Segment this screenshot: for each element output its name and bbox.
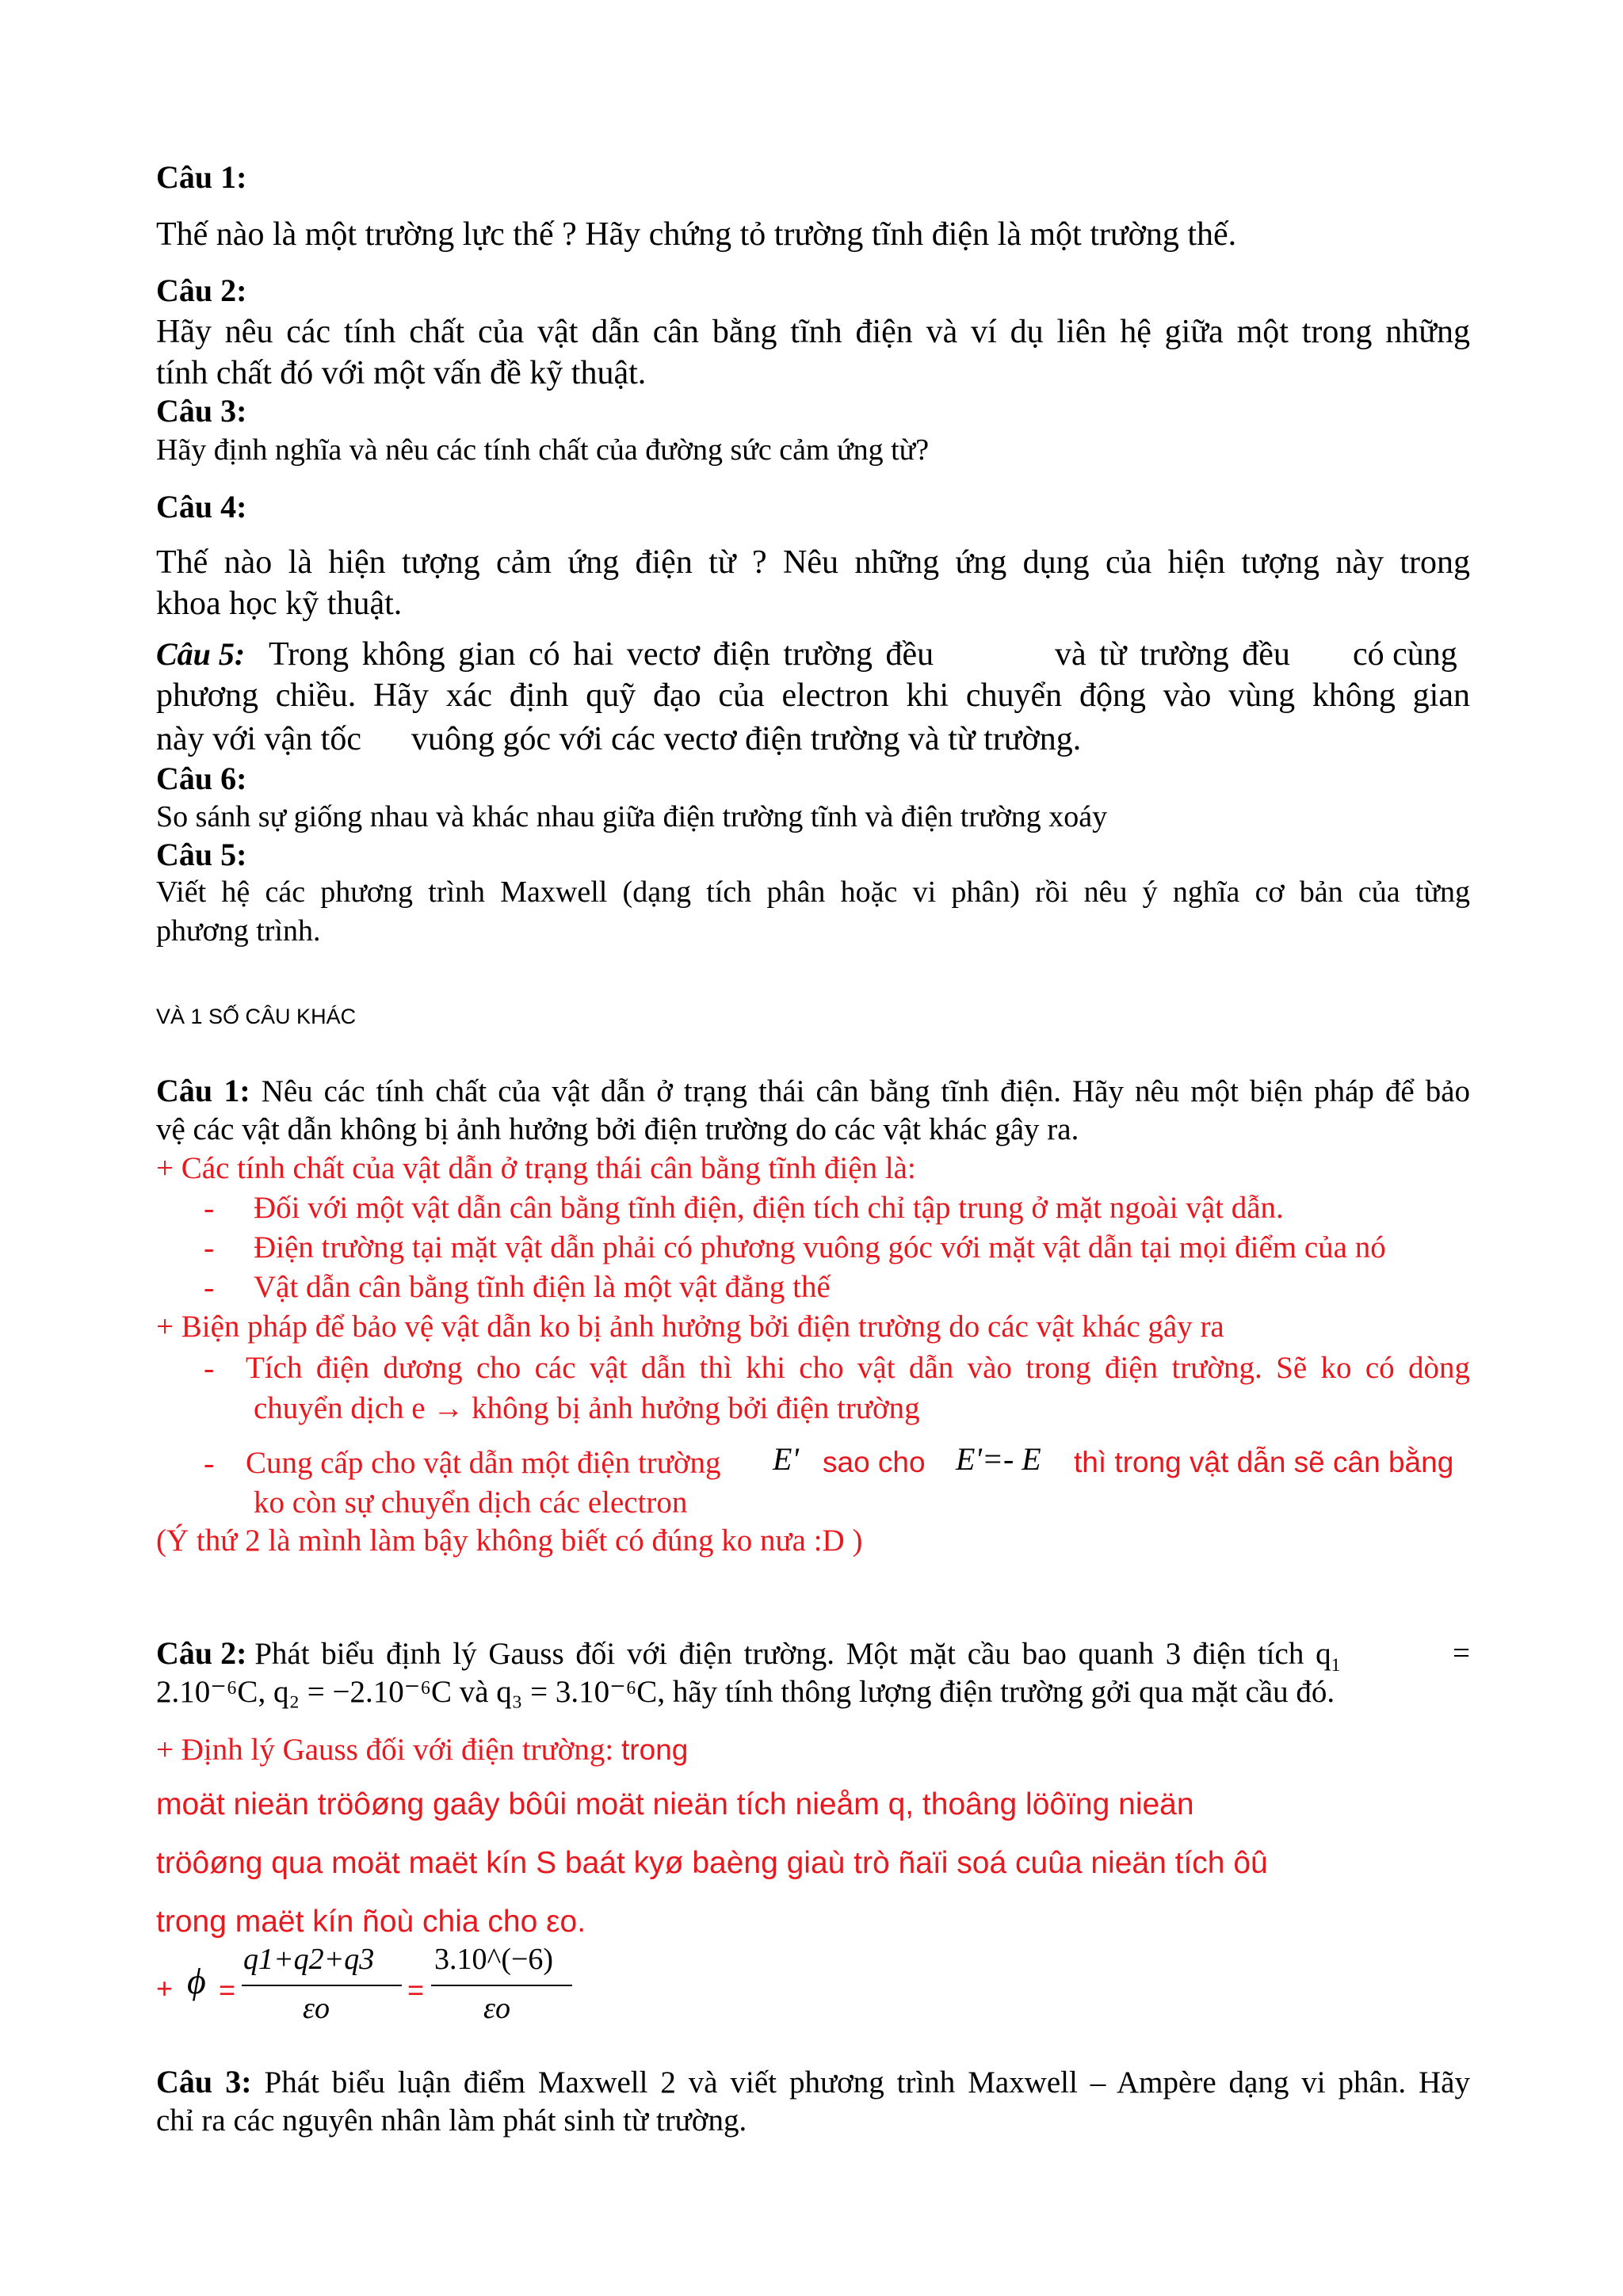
answer-1-method-1-line-2: chuyển dịch e → không bị ảnh hưởng bởi điện trường — [254, 1391, 920, 1425]
equals-sign: = — [1453, 1636, 1470, 1670]
part-2-question-3-line-1 — [156, 2066, 1470, 2098]
question-7-line-1: Viết hệ các phương trình Maxwell (dạng tích phân hoặc vi phân) rồi nêu ý nghĩa cơ bản của từng — [156, 875, 1470, 909]
bullet-dash-1: - — [204, 1190, 215, 1226]
part-2-question-1-text: Nêu các tính chất của vật dẫn ở trạng thái cân bằng tĩnh điện. Hãy nêu một biện pháp để bảo — [261, 1074, 1471, 1108]
part-2-question-3-label: Câu 3: — [156, 2064, 252, 2100]
part-2-question-2-line-2: 2.10⁻⁶C, q₂ = −2.10⁻⁶C và q₃ = 3.10⁻⁶C, hãy tính thông lượng điện trường gởi qua mặt cầu đó. — [156, 1675, 1335, 1709]
part-2-question-1-label: Câu 1: — [156, 1073, 250, 1108]
answer-2-heading-text: + Định lý Gauss đối với điện trường: — [156, 1733, 614, 1767]
question-5-text-a: Trong không gian có hai vectơ điện trường đều — [269, 636, 934, 673]
part-2-question-1-line-2: vệ các vật dẫn không bị ảnh hưởng bởi điện trường do các vật khác gây ra. — [156, 1112, 1079, 1146]
question-2-label: Câu 2: — [156, 273, 247, 308]
answer-2-line-3: trong maët kín ñoù chia cho εo. — [156, 1905, 586, 1939]
question-5-line-1 — [156, 638, 1470, 671]
part-2-question-3-text: Phát biểu luận điểm Maxwell 2 và viết phương trình Maxwell – Ampère dạng vi phân. Hãy — [264, 2065, 1470, 2100]
question-6-text: So sánh sự giống nhau và khác nhau giữa điện trường tĩnh và điện trường xoáy — [156, 800, 1108, 833]
question-1-text: Thế nào là một trường lực thế ? Hãy chứng tỏ trường tĩnh điện là một trường thế. — [156, 216, 1237, 253]
question-4-line-1: Thế nào là hiện tượng cảm ứng điện từ ? Nêu những ứng dụng của hiện tượng này trong — [156, 544, 1470, 581]
question-2-line-2: tính chất đó với một vấn đề kỹ thuật. — [156, 355, 647, 391]
part-2-question-2-text: Phát biểu định lý Gauss đối với điện trường. Một mặt cầu bao quanh 3 điện tích q — [254, 1637, 1331, 1671]
answer-1-method-1-line-1: Tích điện dương cho các vật dẫn thì khi cho vật dẫn vào trong điện trường. Sẽ ko có dòng — [246, 1351, 1470, 1385]
question-5-label: Câu 5: — [156, 636, 246, 672]
question-5-line-2: phương chiều. Hãy xác định quỹ đạo của electron khi chuyển động vào vùng không gian — [156, 677, 1470, 714]
part-2-question-2-line-1 — [156, 1635, 1470, 1676]
question-1-label: Câu 1: — [156, 159, 247, 195]
answer-1-item-2: Điện trường tại mặt vật dẫn phải có phương vuông góc với mặt vật dẫn tại mọi điểm của nó — [254, 1230, 1386, 1264]
formula-plus: + — [156, 1972, 174, 2004]
vector-e-prime: E' — [773, 1441, 799, 1477]
formula-phi: ϕ — [187, 1961, 206, 2001]
part-2-question-1-line-1 — [156, 1075, 1470, 1107]
question-7-line-2: phương trình. — [156, 914, 321, 948]
answer-1-item-3: Vật dẫn cân bằng tĩnh điện là một vật đẳng thế — [254, 1270, 831, 1304]
formula-denominator-1: εo — [303, 1992, 330, 2025]
question-3-label: Câu 3: — [156, 393, 247, 429]
question-6-label: Câu 6: — [156, 761, 247, 796]
bullet-dash-5: - — [204, 1445, 215, 1481]
bullet-dash-4: - — [204, 1350, 215, 1386]
formula-numerator-1: q1+q2+q3 — [243, 1943, 375, 1976]
question-4-line-2: khoa học kỹ thuật. — [156, 585, 403, 622]
question-5-text-b: và từ trường đều — [1055, 636, 1290, 673]
question-7-label: Câu 5: — [156, 837, 247, 872]
formula-numerator-2: 3.10^(−6) — [434, 1943, 554, 1976]
answer-2-heading — [156, 1734, 688, 1765]
answer-2-line-1: moät nieän tröôøng gaây bôûi moät nieän tích nieåm q, thoâng löôïng nieän — [156, 1787, 1194, 1821]
answer-1-heading-2: + Biện pháp để bảo vệ vật dẫn ko bị ảnh hưởng bởi điện trường do các vật khác gây ra — [156, 1310, 1224, 1344]
question-3-text: Hãy định nghĩa và nêu các tính chất của đường sức cảm ứng từ? — [156, 433, 930, 467]
answer-2-line-2: tröôøng qua moät maët kín S baát kyø baèng giaù trò ñaïi soá cuûa nieän tích ôû — [156, 1846, 1268, 1880]
question-5-text-c: có cùng — [1353, 636, 1457, 673]
formula-equals-2: = — [407, 1974, 425, 2006]
answer-1-heading: + Các tính chất của vật dẫn ở trạng thái cân bằng tĩnh điện là: — [156, 1151, 916, 1185]
bullet-dash-2: - — [204, 1230, 215, 1265]
formula-denominator-2: εo — [483, 1992, 510, 2025]
answer-1-method-2-line-2: ko còn sự chuyển dịch các electron — [254, 1486, 688, 1520]
fraction-bar-1 — [242, 1985, 402, 1986]
part-2-question-2-label: Câu 2: — [156, 1635, 247, 1671]
vector-equation: E'=- E — [956, 1441, 1041, 1477]
formula-equals-1: = — [219, 1974, 236, 2006]
answer-1-item-1: Đối với một vật dẫn cân bằng tĩnh điện, điện tích chỉ tập trung ở mặt ngoài vật dẫn. — [254, 1191, 1284, 1225]
charge-subscript: 1 — [1331, 1654, 1341, 1676]
answer-1-method-2-text-b: sao cho — [823, 1446, 926, 1478]
question-5-text-d: này với vận tốc — [156, 721, 361, 757]
answer-1-method-2-text-a: Cung cấp cho vật dẫn một điện trường — [246, 1446, 721, 1480]
section-divider-heading: VÀ 1 SỐ CÂU KHÁC — [156, 1005, 357, 1028]
question-5-line-3 — [156, 721, 1082, 757]
part-2-question-3-line-2: chỉ ra các nguyên nhân làm phát sinh từ trường. — [156, 2103, 747, 2138]
bullet-dash-3: - — [204, 1269, 215, 1305]
answer-1-note: (Ý thứ 2 là mình làm bậy không biết có đúng ko nưa :D ) — [156, 1524, 863, 1558]
question-2-line-1: Hãy nêu các tính chất của vật dẫn cân bằng tĩnh điện và ví dụ liên hệ giữa một trong những — [156, 314, 1470, 350]
answer-2-heading-tail: trong — [621, 1733, 689, 1766]
answer-1-method-2-text-c: thì trong vật dẫn sẽ cân bằng — [1074, 1446, 1454, 1478]
question-4-label: Câu 4: — [156, 489, 247, 524]
question-5-text-e: vuông góc với các vectơ điện trường và từ trường. — [411, 721, 1082, 757]
fraction-bar-2 — [431, 1985, 572, 1986]
